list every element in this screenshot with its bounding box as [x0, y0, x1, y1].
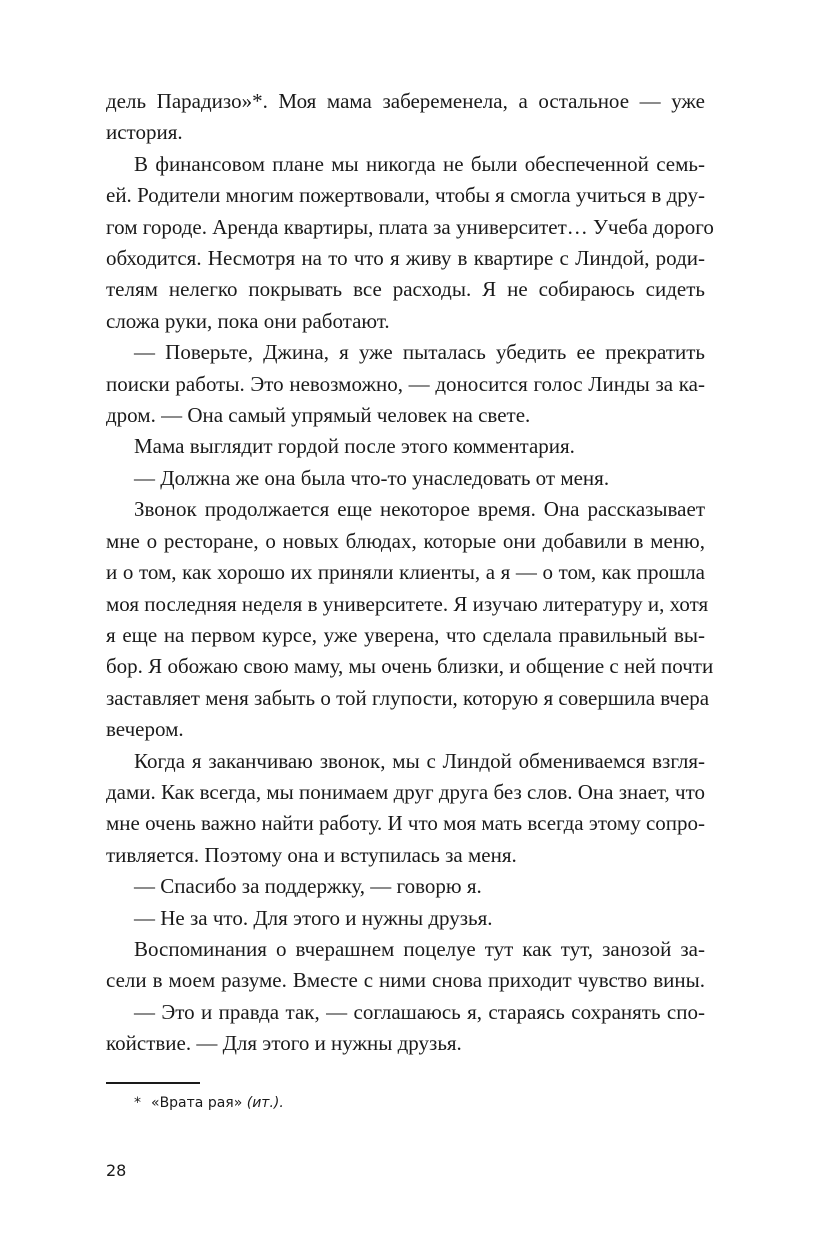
text-line: Звонок продолжается еще некоторое время. Она рассказывает: [134, 497, 705, 522]
text-line: мне о ресторане, о новых блюдах, которые они добавили в меню,: [106, 528, 705, 553]
text-line: поиски работы. Это невозможно, — доносится голос Линды за ка-: [106, 371, 705, 396]
text-line: гом городе. Аренда квартиры, плата за университет… Учеба дорого: [106, 214, 714, 239]
text-line: дель Парадизо»*. Моя мама забеременела, а остальное — уже: [106, 89, 705, 113]
footnote-text: «Врата рая»: [151, 1095, 243, 1111]
text-line: — Не за что. Для этого и нужны друзья.: [134, 905, 493, 930]
text-line: сели в моем разуме. Вместе с ними снова приходит чувство вины.: [106, 968, 705, 993]
text-line: и о том, как хорошо их приняли клиенты, а я — о том, как прошла: [106, 560, 705, 585]
text-line: заставляет меня забыть о той глупости, которую я совершила вчера: [106, 685, 710, 710]
text-line: койствие. — Для этого и нужны друзья.: [106, 1031, 462, 1056]
page-number: 28: [106, 1161, 127, 1180]
text-line: ей. Родители многим пожертвовали, чтобы я смогла учиться в дру-: [106, 183, 705, 208]
text-line: В финансовом плане мы никогда не были обеспеченной семь-: [134, 151, 705, 176]
text-line: вечером.: [106, 717, 184, 742]
text-line: — Поверьте, Джина, я уже пыталась убедить ее прекратить: [134, 340, 705, 365]
text-line: — Это и правда так, — соглашаюсь я, стараясь сохранять спо-: [134, 999, 705, 1024]
text-line: обходится. Несмотря на то что я живу в квартире с Линдой, роди-: [106, 246, 705, 271]
text-line: — Спасибо за поддержку, — говорю я.: [134, 874, 482, 899]
text-line: история.: [106, 120, 183, 145]
text-line: бор. Я обожаю свою маму, мы очень близки, и общение с ней почти: [106, 654, 714, 679]
text-line: телям нелегко покрывать все расходы. Я не собираюсь сидеть: [106, 277, 705, 302]
footnote-mark: *: [134, 1095, 141, 1111]
footnote: [134, 1093, 284, 1113]
text-line: мне очень важно найти работу. И что моя мать всегда этому сопро-: [106, 811, 705, 836]
text-line: сложа руки, пока они работают.: [106, 308, 390, 333]
footnote-divider: [106, 1082, 200, 1084]
text-line: моя последняя неделя в университете. Я изучаю литературу и, хотя: [106, 591, 709, 616]
text-line: я еще на первом курсе, уже уверена, что сделала правильный вы-: [106, 622, 705, 647]
text-line: — Должна же она была что-то унаследовать от меня.: [134, 465, 610, 490]
text-line: Воспоминания о вчерашнем поцелуе тут как тут, занозой за-: [134, 936, 705, 961]
body-text: [106, 86, 714, 1060]
text-line: дром. — Она самый упрямый человек на свете.: [106, 403, 531, 428]
text-line: Мама выглядит гордой после этого комментария.: [134, 434, 575, 459]
text-line: дами. Как всегда, мы понимаем друг друга без слов. Она знает, что: [106, 779, 705, 804]
footnote-language-note: (ит.).: [246, 1095, 284, 1111]
text-line: тивляется. Поэтому она и вступилась за меня.: [106, 842, 517, 867]
text-line: Когда я заканчиваю звонок, мы с Линдой обмениваемся взгля-: [134, 748, 705, 773]
